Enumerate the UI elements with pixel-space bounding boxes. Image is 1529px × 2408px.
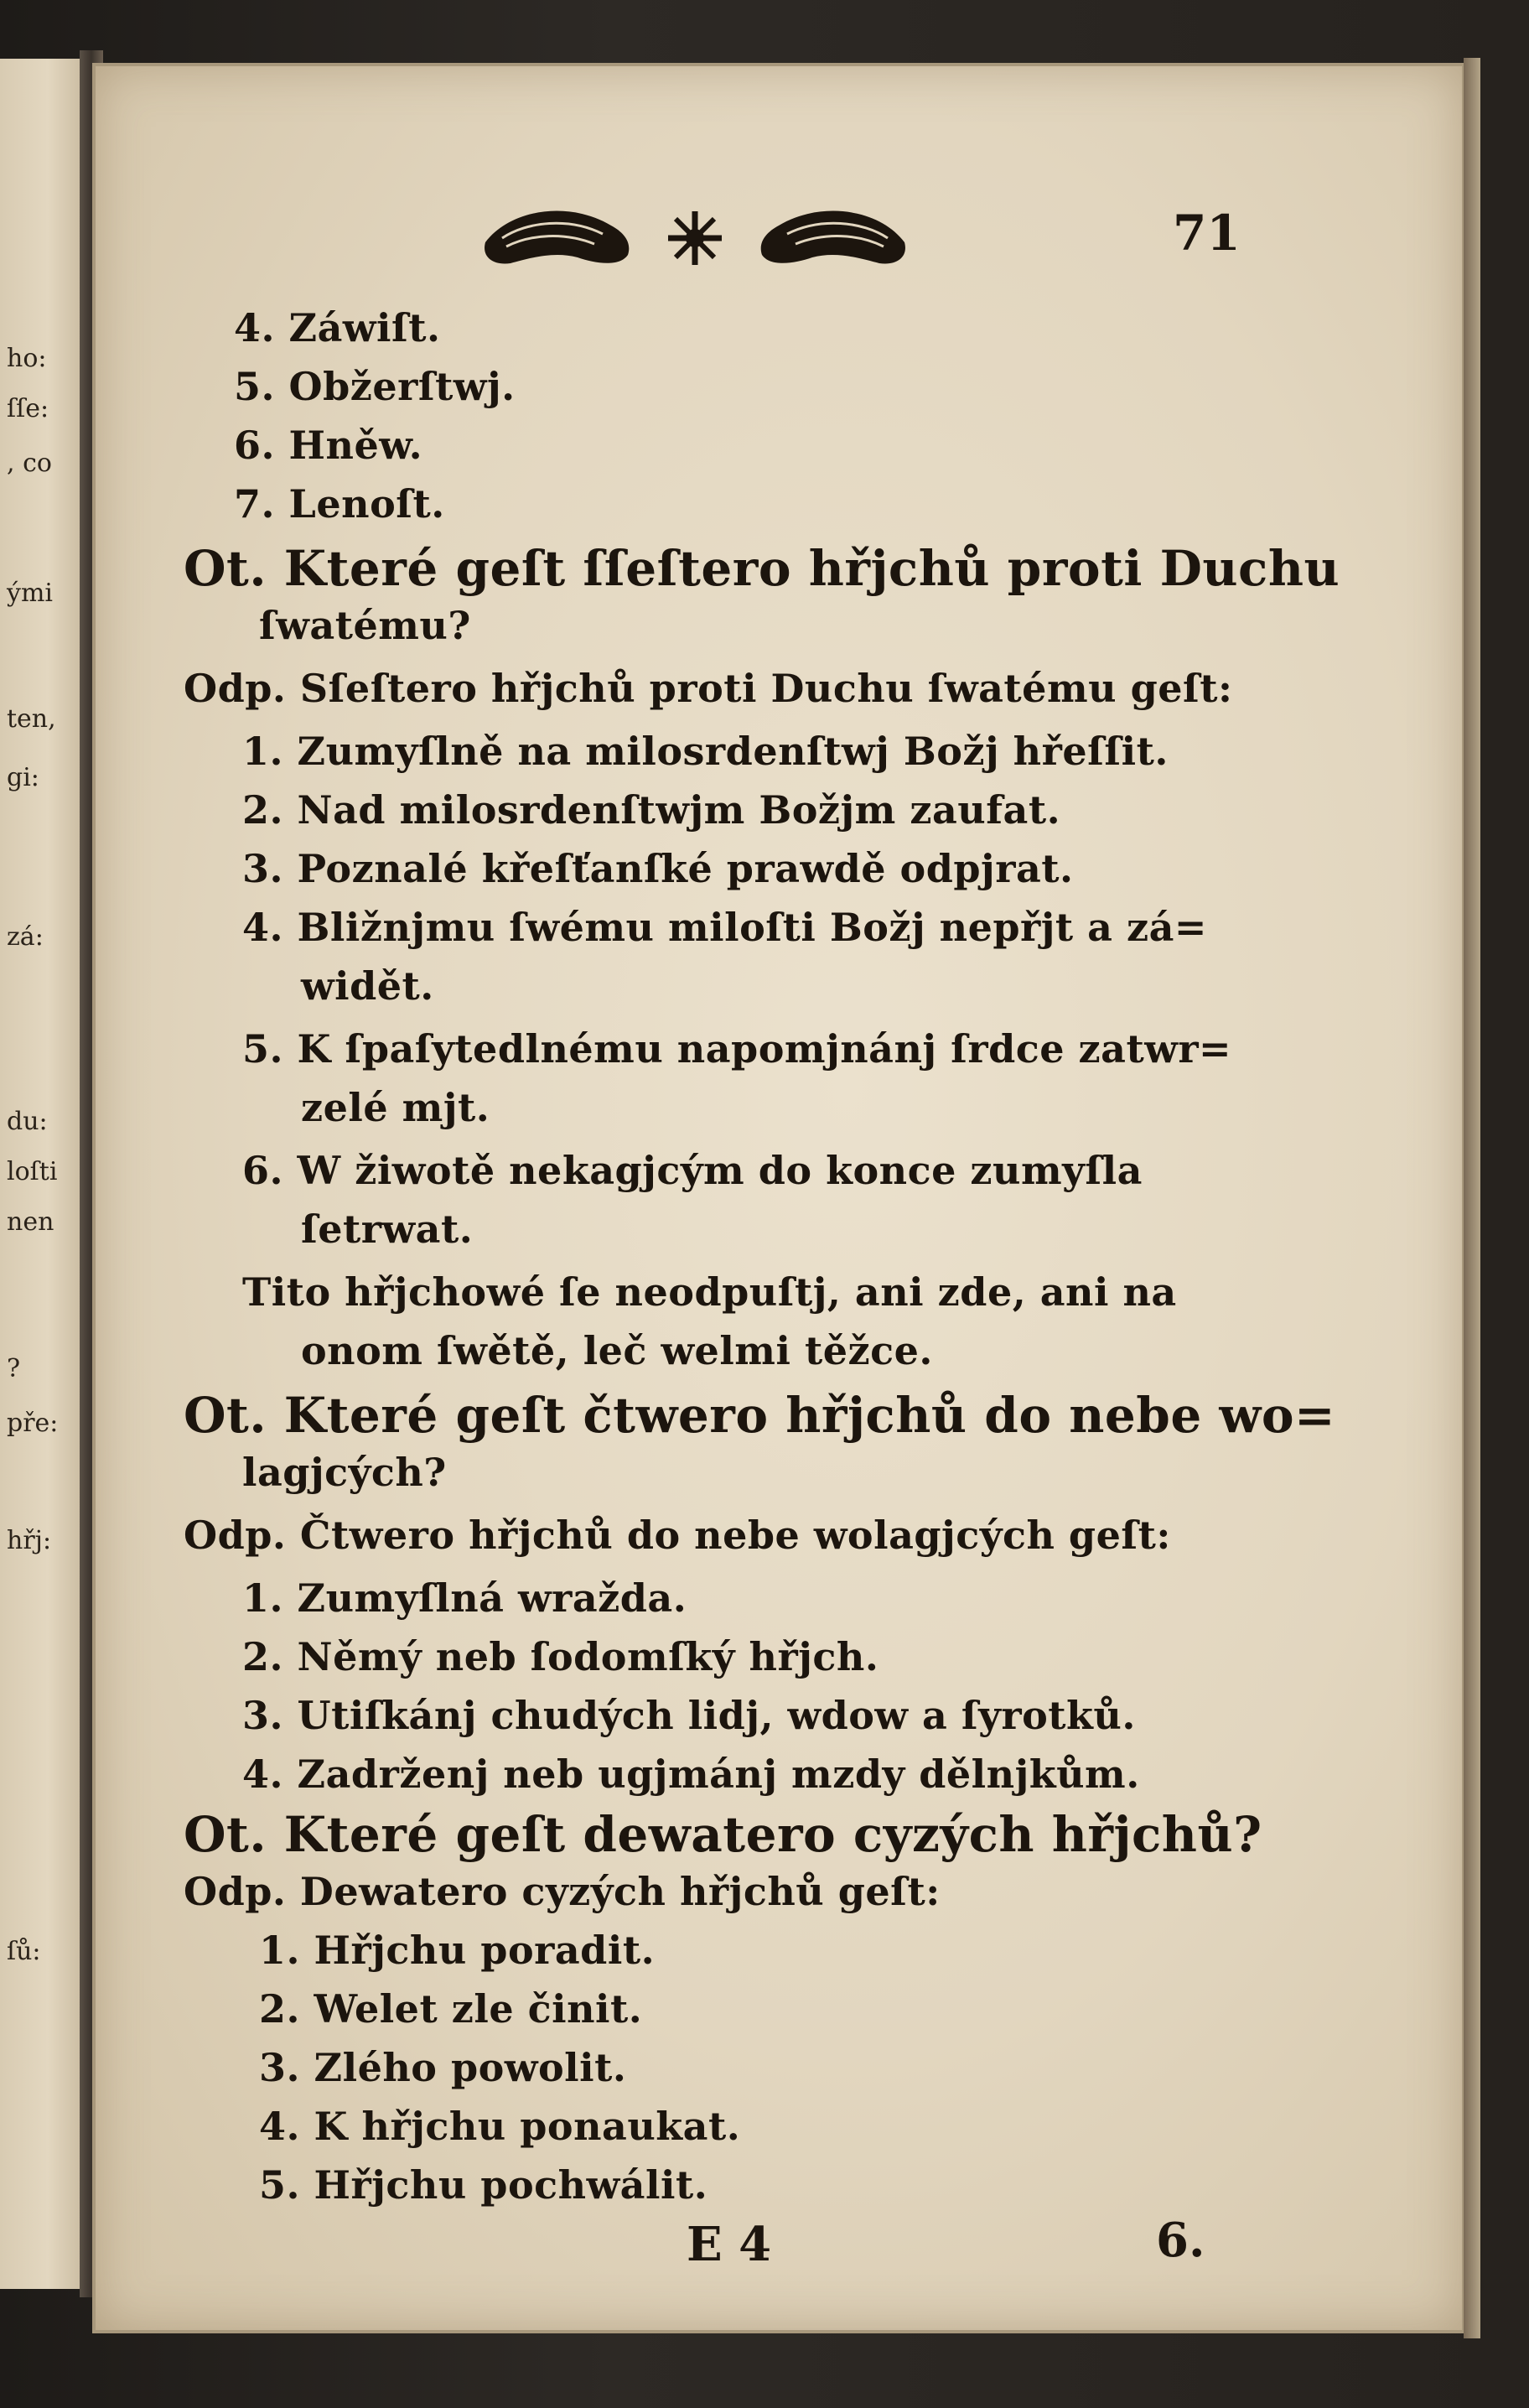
text-line: widět. bbox=[301, 963, 434, 1009]
page-number: 71 bbox=[1173, 205, 1241, 262]
question-line: Ot. Které geſt dewatero cyzých hřjchů? bbox=[184, 1806, 1262, 1863]
text-line: 5. Hřjchu pochwálit. bbox=[259, 2162, 708, 2208]
text-line: 2. Nad milosrdenſtwjm Božjm zaufat. bbox=[242, 787, 1061, 833]
text-line: 6. W žiwotě nekagjcým do konce zumyſla bbox=[242, 1148, 1143, 1193]
left-fragment: ho: bbox=[7, 344, 47, 373]
text-line: ſetrwat. bbox=[301, 1207, 474, 1252]
text-line: 1. Hřjchu poradit. bbox=[259, 1928, 656, 1973]
text-line: 2. Welet zle činit. bbox=[259, 1986, 643, 2032]
text-line: 2. Němý neb ſodomſký hřjch. bbox=[242, 1634, 879, 1679]
text-line: 5. K ſpaſytedlnému napomjnánj ſrdce zatwr= bbox=[242, 1026, 1232, 1072]
left-fragment: ? bbox=[7, 1354, 21, 1383]
text-line: 4. Bližnjmu ſwému miloſti Božj nepřjt a zá= bbox=[242, 905, 1207, 950]
text-line: ſwatému? bbox=[259, 603, 471, 648]
left-fragment: ten, bbox=[7, 704, 56, 734]
text-line: Tito hřjchowé ſe neodpuſtj, ani zde, ani na bbox=[242, 1269, 1177, 1315]
left-facing-page bbox=[0, 59, 82, 2289]
page-edge bbox=[1464, 58, 1480, 2338]
text-line: 3. Zlého powolit. bbox=[259, 2045, 627, 2090]
book-page bbox=[92, 63, 1465, 2333]
left-fragment: zá: bbox=[7, 922, 44, 952]
text-line: 5. Obžerſtwj. bbox=[234, 364, 516, 409]
answer-line: Odp. Dewatero cyzých hřjchů geſt: bbox=[184, 1869, 941, 1914]
text-line: 6. Hněw. bbox=[234, 423, 423, 468]
text-line: lagjcých? bbox=[242, 1450, 447, 1495]
left-fragment: ſſe: bbox=[7, 394, 49, 423]
catchword: 6. bbox=[1156, 2213, 1205, 2268]
text-line: 7. Lenoſt. bbox=[234, 481, 445, 527]
left-fragment: , co bbox=[7, 449, 52, 478]
question-line: Ot. Které geſt čtwero hřjchů do nebe wo= bbox=[184, 1387, 1336, 1444]
left-fragment: nen bbox=[7, 1207, 54, 1237]
question-line: Ot. Které geſt ſſeſtero hřjchů proti Duchu bbox=[184, 540, 1340, 597]
page-text bbox=[96, 66, 1462, 2330]
text-line: 4. Zadrženj neb ugjmánj mzdy dělnjkům. bbox=[242, 1752, 1140, 1797]
text-line: 4. K hřjchu ponaukat. bbox=[259, 2104, 741, 2149]
left-fragment: ými bbox=[7, 579, 53, 608]
left-fragment: loſti bbox=[7, 1157, 58, 1186]
left-fragment: hřj: bbox=[7, 1526, 52, 1555]
answer-line: Odp. Sſeſtero hřjchů proti Duchu ſwatému geſt: bbox=[184, 666, 1233, 711]
answer-line: Odp. Čtwero hřjchů do nebe wolagjcých geſt: bbox=[184, 1513, 1171, 1558]
text-line: zelé mjt. bbox=[301, 1085, 490, 1130]
text-line: onom ſwětě, leč welmi těžce. bbox=[301, 1328, 933, 1373]
text-line: 3. Utiſkánj chudých lidj, wdow a ſyrotků. bbox=[242, 1693, 1136, 1738]
signature-mark: E 4 bbox=[687, 2217, 772, 2272]
text-line: 3. Poznalé křeſťanſké prawdě odpjrat. bbox=[242, 846, 1074, 891]
text-line: 4. Záwiſt. bbox=[234, 305, 441, 350]
left-fragment: pře: bbox=[7, 1409, 59, 1438]
text-line: 1. Zumyſlně na milosrdenſtwj Božj hřeſſit. bbox=[242, 729, 1169, 774]
left-fragment: du: bbox=[7, 1107, 48, 1136]
left-fragment: gi: bbox=[7, 763, 39, 792]
text-line: 1. Zumyſlná wražda. bbox=[242, 1575, 687, 1621]
left-fragment: ſů: bbox=[7, 1937, 41, 1966]
